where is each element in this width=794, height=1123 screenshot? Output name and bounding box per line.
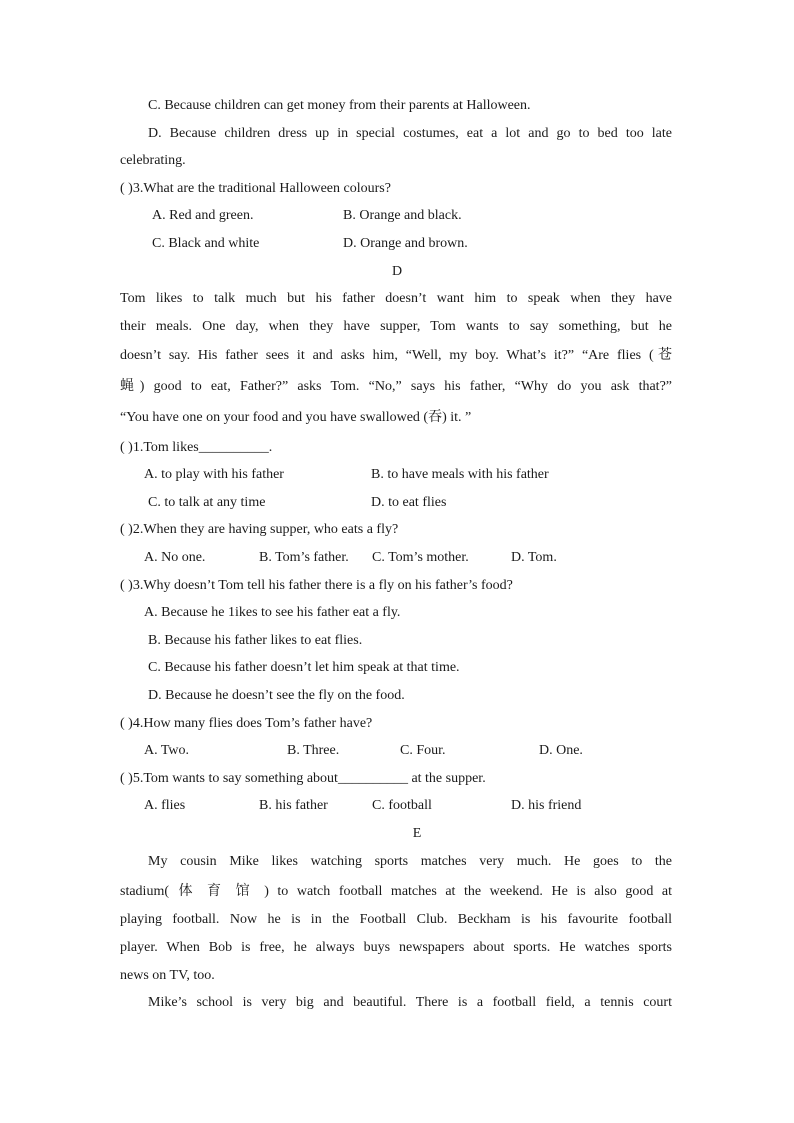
question-text: How many flies does Tom’s father have? <box>143 716 373 731</box>
option-d: D. Because he doesn’t see the fly on the food. <box>148 688 405 703</box>
question-text: When they are having supper, who eats a fly? <box>143 522 399 537</box>
option-c: C. football <box>372 798 432 813</box>
option-a: A. No one. <box>144 550 206 565</box>
passage-e-line4: player. When Bob is free, he always buys newspapers about sports. He watches sports <box>120 940 672 955</box>
question-text: What are the traditional Halloween colours? <box>143 181 391 196</box>
option-b: B. Three. <box>287 743 340 758</box>
option-c: C. Because his father doesn’t let him speak at that time. <box>148 660 460 675</box>
passage-d-line5: “You have one on your food and you have swallowed (吞) it. ” <box>120 410 472 425</box>
section-heading-e: E <box>412 826 422 841</box>
question-text: Why doesn’t Tom tell his father there is a fly on his father’s food? <box>143 578 513 593</box>
answer-paren: ( )3. <box>120 181 144 196</box>
passage-d-line1: Tom likes to talk much but his father doesn’t want him to speak when they have <box>120 291 672 306</box>
question-text: Tom wants to say something about__________ at the supper. <box>143 771 486 786</box>
question-d5 <box>120 770 486 788</box>
option-d-line1: D. Because children dress up in special costumes, eat a lot and go to bed too late <box>148 126 672 141</box>
option-d-line2: celebrating. <box>120 153 186 168</box>
option-c-line: C. Because children can get money from their parents at Halloween. <box>148 98 531 113</box>
passage-e-line6: Mike’s school is very big and beautiful. There is a football field, a tennis court <box>148 995 672 1010</box>
question-d1 <box>120 439 272 457</box>
question-d3 <box>120 577 513 595</box>
question-d2 <box>120 521 398 539</box>
option-c: C. Black and white <box>152 236 260 251</box>
option-a: A. flies <box>144 798 186 813</box>
passage-e-line2 <box>120 882 672 901</box>
option-b: B. Orange and black. <box>343 208 462 223</box>
passage-e-line2-a: stadium( <box>120 884 169 899</box>
stadium-chinese-gloss: 体 育 馆 <box>169 883 265 899</box>
passage-d-line4: 蝇) good to eat, Father?” asks Tom. “No,” says his father, “Why do you ask that?” <box>120 379 672 394</box>
option-d: D. Orange and brown. <box>343 236 468 251</box>
question-text: Tom likes__________. <box>143 440 273 455</box>
option-a: A. to play with his father <box>144 467 284 482</box>
option-d: D. to eat flies <box>371 495 447 510</box>
question-c3 <box>120 180 391 198</box>
option-a: A. Red and green. <box>152 208 254 223</box>
answer-paren: ( )3. <box>120 578 144 593</box>
passage-e-line1: My cousin Mike likes watching sports matches very much. He goes to the <box>148 854 672 869</box>
passage-e-line5: news on TV, too. <box>120 968 215 983</box>
option-b: B. Tom’s father. <box>259 550 349 565</box>
option-b: B. to have meals with his father <box>371 467 549 482</box>
question-d4 <box>120 715 372 733</box>
section-heading-d: D <box>391 264 403 279</box>
option-b: B. Because his father likes to eat flies. <box>148 633 363 648</box>
option-b: B. his father <box>259 798 328 813</box>
answer-paren: ( )4. <box>120 716 144 731</box>
answer-paren: ( )5. <box>120 771 144 786</box>
option-c: C. to talk at any time <box>148 495 266 510</box>
passage-e-line3: playing football. Now he is in the Football Club. Beckham is his favourite football <box>120 912 672 927</box>
passage-d-line2: their meals. One day, when they have supper, Tom wants to say something, but he <box>120 319 672 334</box>
answer-paren: ( )2. <box>120 522 144 537</box>
answer-paren: ( )1. <box>120 440 144 455</box>
option-d: D. his friend <box>511 798 582 813</box>
option-a: A. Because he 1ikes to see his father eat a fly. <box>144 605 401 620</box>
option-c: C. Four. <box>400 743 446 758</box>
option-d: D. One. <box>539 743 583 758</box>
passage-d-line3: doesn’t say. His father sees it and asks him, “Well, my boy. What’s it?” “Are flies (苍 <box>120 348 672 363</box>
option-c: C. Tom’s mother. <box>372 550 469 565</box>
option-a: A. Two. <box>144 743 190 758</box>
passage-e-line2-b: ) to watch football matches at the weekend. He is also good at <box>264 884 672 899</box>
option-d: D. Tom. <box>511 550 557 565</box>
